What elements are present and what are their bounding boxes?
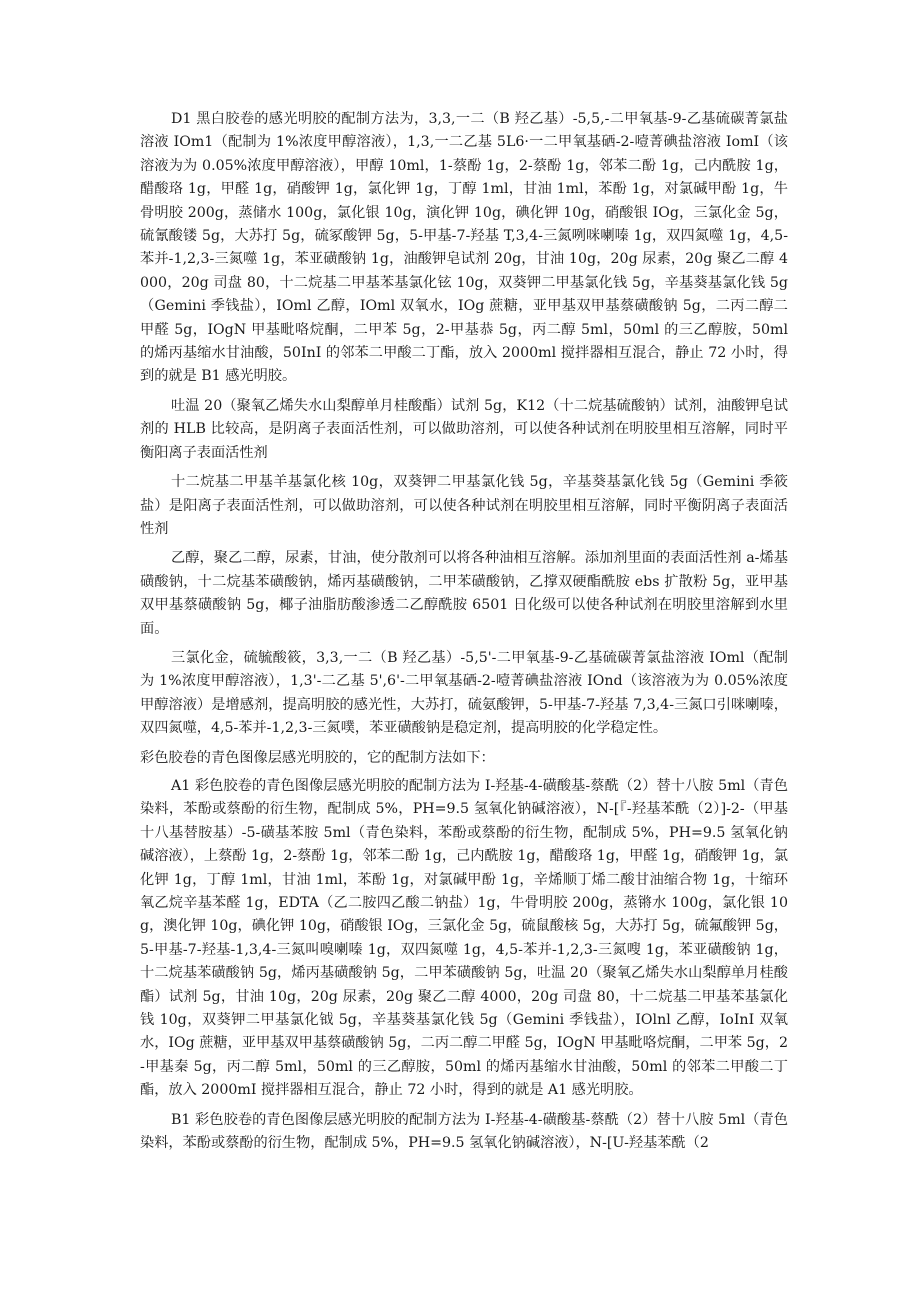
paragraph-tween20-anionic: 吐温 20（聚氧乙烯失水山梨醇单月桂酸酯）试剂 5g，K12（十二烷基硫酸钠）试剂，油酸钾皂试剂的 HLB 比较高，是阴离子表面活性剂，可以做助溶剂，可以使各种试剂在明胶里相互溶解，同时平衡阳离子表面活性剂 bbox=[140, 397, 788, 461]
paragraph-sensitizers-stabilizers: 三氯化金，硫毓酸筱，3,3,一二（B 羟乙基）-5,5'-二甲氧基-9-乙基硫碳菁氯盐溶液 IOml（配制为 1%浓度甲醇溶液），1,3'-二乙基 5',6'-二甲氧基硒-2-噎菁碘盐溶液 IOnd（该溶液为为 0.05%浓度甲醇溶液）是增感剂，提高明胶的感光性，大苏打，硫氨酸钾，5-甲基-7-羟基 7,3,4-三氮口引咪喇嗪，双四氮噬，4,5-苯并-1,2,3-三氮噗，苯亚磺酸钠是稳定剂，提高明胶的化学稳定性。 bbox=[140, 649, 788, 737]
paragraph-dispersants: 乙醇，聚乙二醇，尿素，甘油，使分散剂可以将各种油相互溶解。添加剂里面的表面活性剂 a-烯基磺酸钠，十二烷基苯磺酸钠，烯丙基磺酸钠，二甲苯磺酸钠，乙撑双硬酯酰胺 ebs 扩散粉 5g，亚甲基双甲基蔡磺酸钠 5g，椰子油脂肪酸渗透二乙醇酰胺 6501 日化级可以使各种试剂在明胶里溶解到水里面。 bbox=[140, 550, 788, 637]
section-heading-cyan-layer: 彩色胶卷的青色图像层感光明胶的，它的配制方法如下： bbox=[140, 749, 495, 766]
paragraph-d1-formula: D1 黑白胶卷的感光明胶的配制方法为，3,3,一二（B 羟乙基）-5,5,-二甲氧基-9-乙基硫碳菁氯盐溶液 IOm1（配制为 1%浓度甲醇溶液），1,3,一二乙基 5L6·一二甲氧基硒-2-噎菁碘盐溶液 IomI（该溶液为为 0.05%浓度甲醇溶液），甲醇 10ml，1-蔡酚 1g，2-蔡酚 1g，邻苯二酚 1g，己内酰胺 1g，醋酸珞 1g，甲醛 1g，硝酸钾 1g，氯化钾 1g，丁醇 1ml，甘油 1ml，苯酚 1g，对氯碱甲酚 1g，牛骨明胶 200g，蒸储水 100g，氯化银 10g，演化钾 10g，碘化钾 10g，硝酸银 IOg，三氯化金 5g，硫氰酸镂 5g，大苏打 5g，硫冢酸钾 5g，5-甲基-7-羟基 T,3,4-三氮咧咪喇嗪 1g，双四氮噬 1g，4,5-苯并-1,2,3-三氮噬 1g，苯亚磺酸钠 1g，油酸钾皂试剂 20g，甘油 10g，20g 尿素，20g 聚乙二醇 4000，20g 司盘 80，十二烷基二甲基苯基氯化铉 10g，双葵钾二甲基氯化钱 5g，辛基葵基氯化钱 5g（Gemini 季钱盐），IOml 乙醇，IOml 双氧水，IOg 蔗糖，亚甲基双甲基蔡磺酸钠 5g，二丙二醇二甲醛 5g，IOgN 甲基毗咯烷酮，二甲苯 5g，2-甲基恭 5g，丙二醇 5ml，50ml 的三乙醇胺，50ml 的烯丙基缩水甘油酸，50InI 的邻苯二甲酸二丁酯，放入 2000ml 搅拌器相互混合，静止 72 小时，得到的就是 B1 感光明胶。 bbox=[140, 111, 788, 385]
paragraph-b1-formula: B1 彩色胶卷的青色图像层感光明胶的配制方法为 I-羟基-4-磺酸基-蔡酰（2）替十八胺 5ml（青色染料，苯酚或蔡酚的衍生物，配制成 5%，PH=9.5 氢氧化钠碱溶液），N-[U-羟基苯酰（2 bbox=[140, 1111, 788, 1152]
paragraph-cationic-surfactants: 十二烷基二甲基羊基氯化核 10g，双葵钾二甲基氯化钱 5g，辛基葵基氯化钱 5g（Gemini 季筱盐）是阳离子表面活性剂，可以做助溶剂，可以使各种试剂在明胶里相互溶解，同时平衡阴离子表面活性剂 bbox=[140, 474, 788, 537]
document-body bbox=[140, 108, 788, 1161]
paragraph-a1-formula: A1 彩色胶卷的青色图像层感光明胶的配制方法为 I-羟基-4-磺酸基-蔡酰（2）替十八胺 5ml（青色染料，苯酚或蔡酚的衍生物，配制成 5%，PH=9.5 氢氧化钠碱溶液），N-[『-羟基苯酰（2）]-2-（甲基十八基替胺基）-5-磺基苯胺 5ml（青色染料，苯酚或蔡酚的衍生物，配制成 5%，PH=9.5 氢氧化钠碱溶液），上蔡酚 1g，2-蔡酚 1g，邻苯二酚 1g，己内酰胺 1g，醋酸珞 1g，甲醛 1g，硝酸钾 1g，氯化钾 1g，丁醇 1ml，甘油 1ml，苯酚 1g，对氯碱甲酚 1g，辛烯顺丁烯二酸甘油缩合物 1g，十缩环氧乙烷辛基苯醛 1g，EDTA（乙二胺四乙酸二钠盐）1g，牛骨明胶 200g，蒸锵水 100g，氯化银 10g，澳化钾 10g，碘化钾 10g，硝酸银 IOg，三氯化金 5g，硫鼠酸核 5g，大苏打 5g，硫氟酸钾 5g，5-甲基-7-羟基-1,3,4-三氮叫嗅喇嗪 1g，双四氮噬 1g，4,5-苯并-1,2,3-三氮嗖 1g，苯亚磺酸钠 1g，十二烷基苯磺酸钠 5g，烯丙基磺酸钠 5g，二甲苯磺酸钠 5g，吐温 20（聚氧乙烯失水山梨醇单月桂酸酯）试剂 5g，甘油 10g，20g 尿素，20g 聚乙二醇 4000，20g 司盘 80，十二烷基二甲基苯基氯化钱 10g，双葵钾二甲基氯化钺 5g，辛基葵基氯化钱 5g（Gemini 季钱盐），IOlnl 乙醇，IoInI 双氧水，IOg 蔗糖，亚甲基双甲基蔡磺酸钠 5g，二丙二醇二甲醛 5g，IOgN 甲基毗咯烷酮，二甲苯 5g，2-甲基秦 5g，丙二醇 5ml，50ml 的三乙醇胺，50ml 的烯丙基缩水甘油酸，50ml 的邻苯二甲酸二丁酯，放入 2000mI 搅拌器相互混合，静止 72 小时，得到的就是 A1 感光明胶。 bbox=[140, 777, 788, 1099]
